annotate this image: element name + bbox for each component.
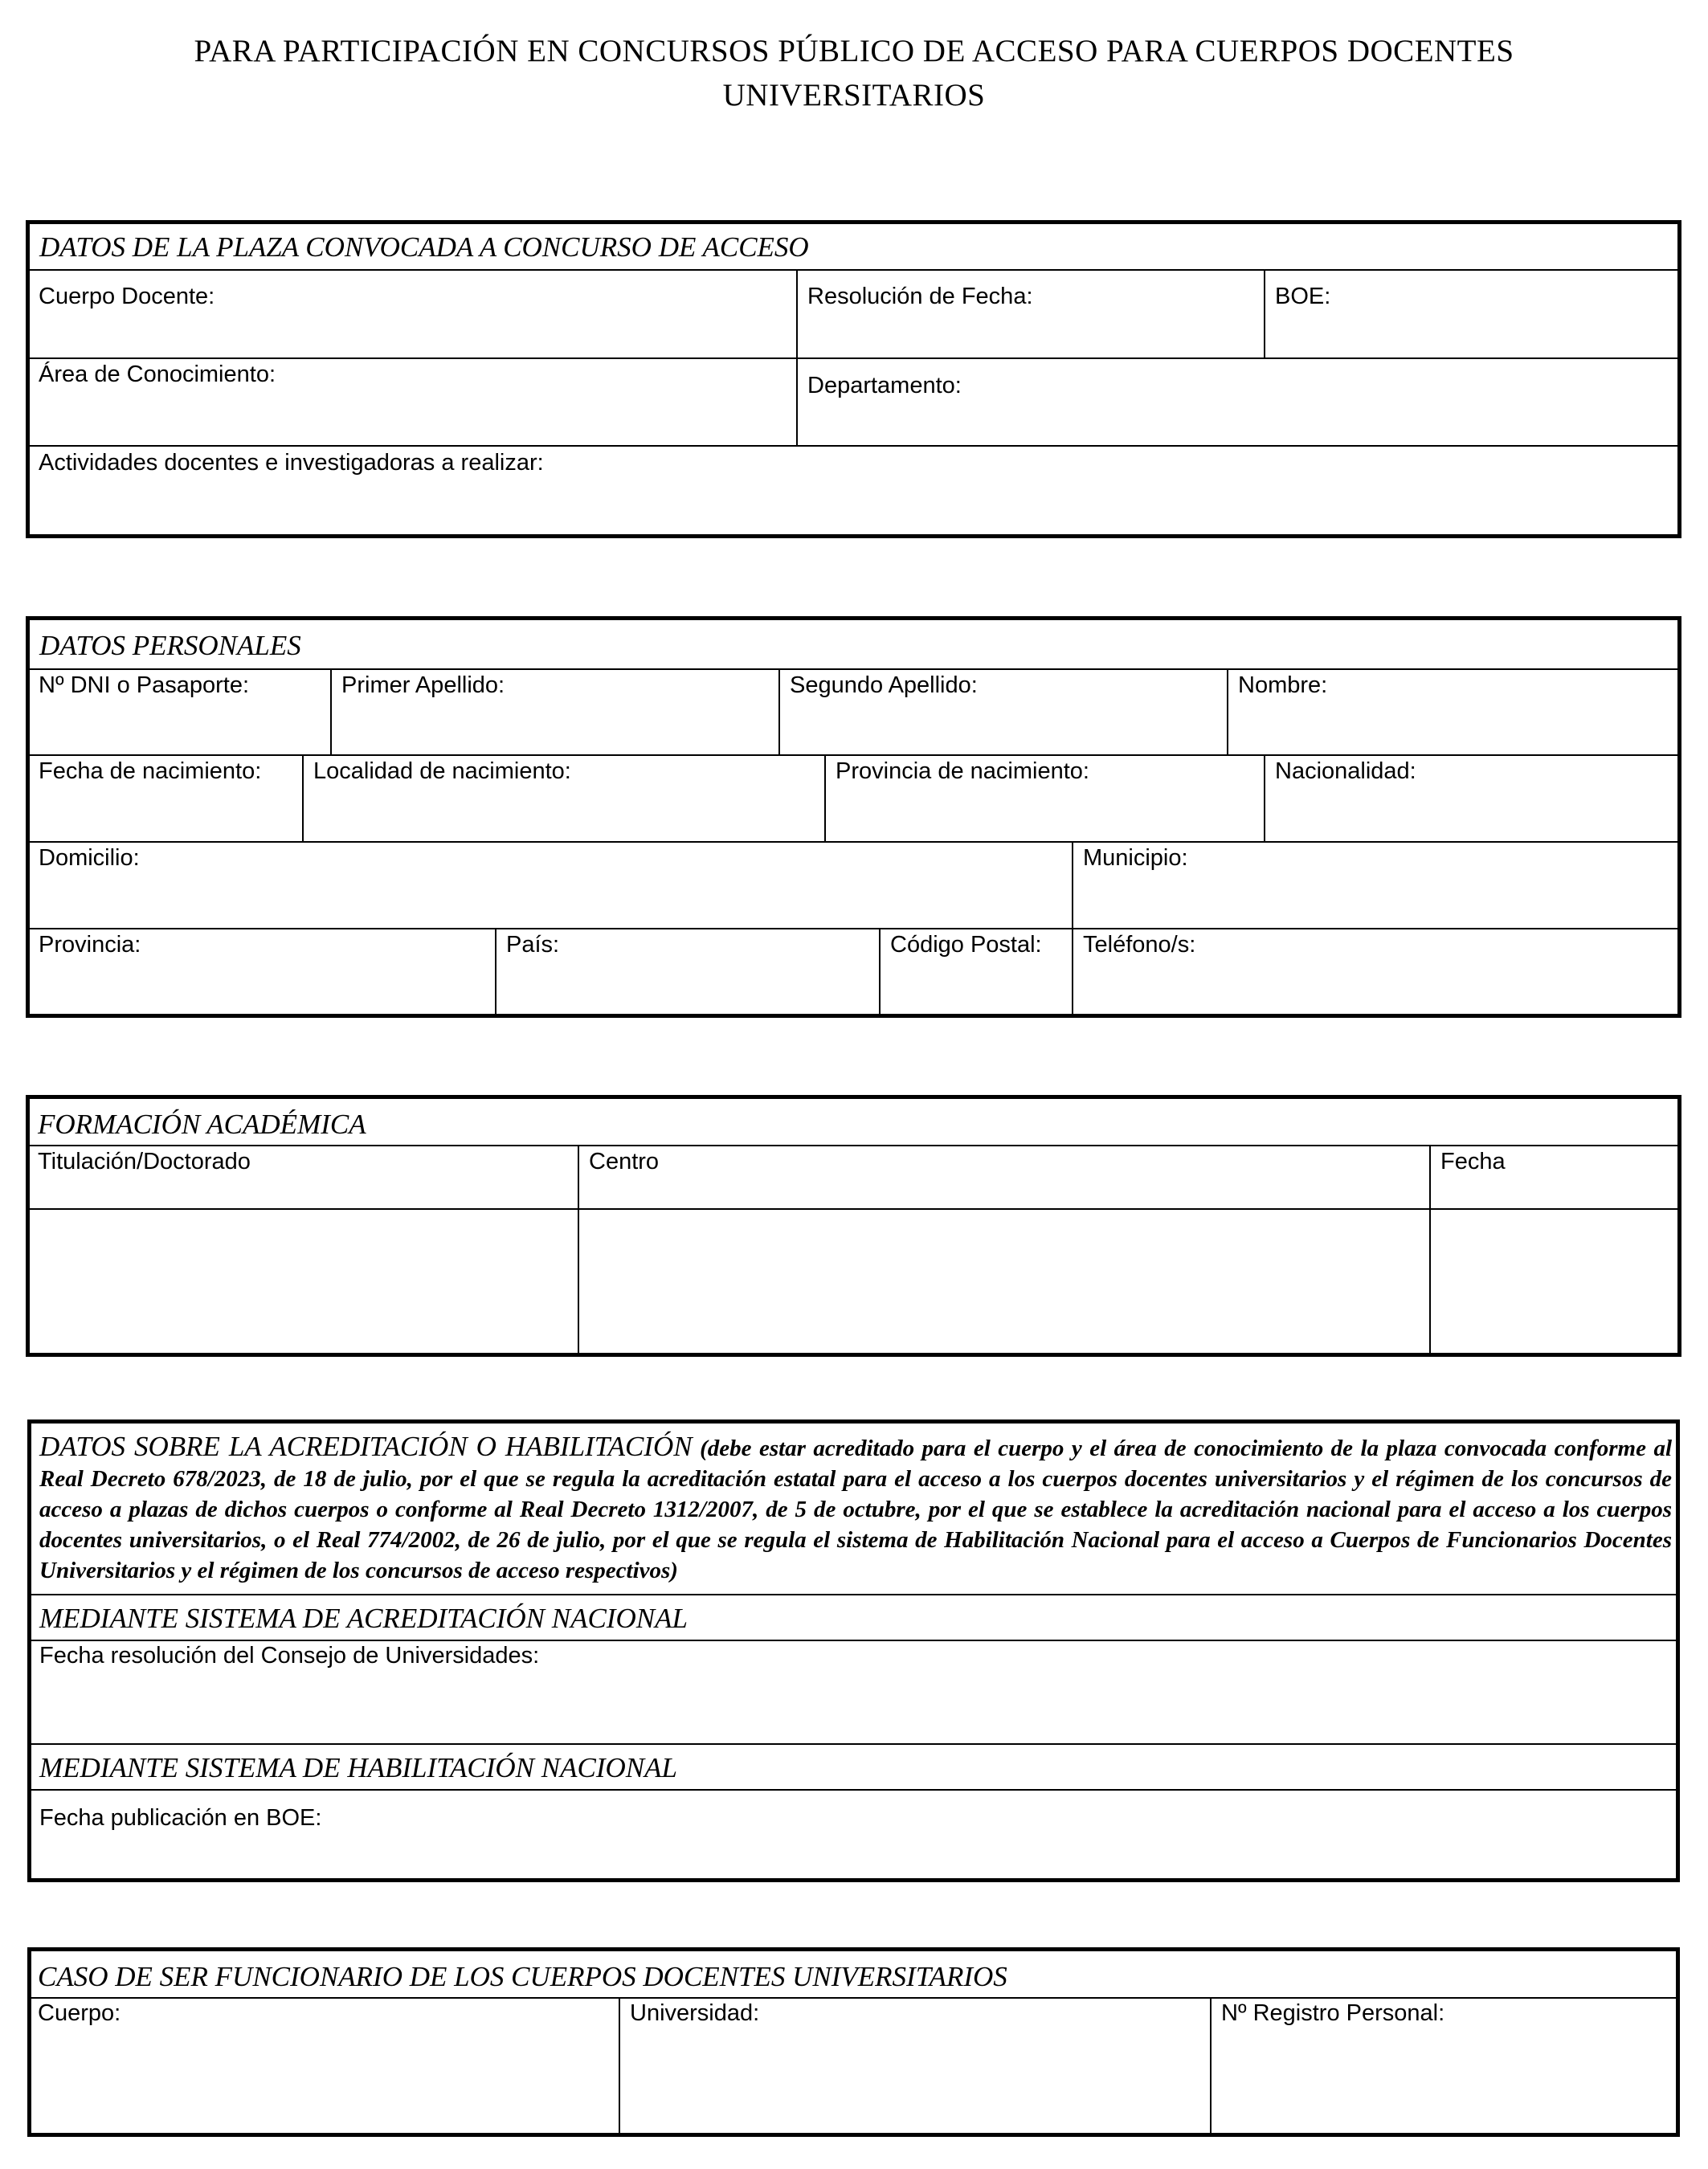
fecha-input[interactable]: [1432, 1211, 1677, 1354]
registro-personal-field[interactable]: Nº Registro Personal:: [1221, 2000, 1445, 2026]
titulacion-input[interactable]: [30, 1211, 576, 1354]
acreditacion-note-text: (debe estar acreditado para el cuerpo y el área de conocimiento de la plaza convocada conforme al Real Decreto 678/2023, de 18 de julio, por el que se regula la acreditación estatal para el acceso a los cuerpos docentes universitarios y el régimen de los concursos de acceso a plazas de dichos cuerpos o conforme al Real Decreto 1312/2007, de 5 de octubre, por el que se establece la acreditación nacional para el acceso a los cuerpos docentes universitarios, o el Real 774/2002, de 26 de julio, por el que se regula el sistema de Habilitación Nacional para el acceso a Cuerpos de Funcionarios Docentes Universitarios y el régimen de los concursos de acceso respectivos): [39, 1436, 1673, 1583]
domicilio-field[interactable]: Domicilio:: [39, 845, 140, 871]
acreditacion-note: [39, 1432, 1672, 1586]
codigo-postal-field[interactable]: Código Postal:: [890, 932, 1042, 958]
acreditacion-heading: DATOS SOBRE LA ACREDITACIÓN O HABILITACIÓN: [39, 1431, 693, 1462]
fecha-resolucion-field[interactable]: Fecha resolución del Consejo de Universidades:: [39, 1643, 540, 1669]
funcionario-heading: CASO DE SER FUNCIONARIO DE LOS CUERPOS DOCENTES UNIVERSITARIOS: [38, 1961, 1007, 1992]
cuerpo-field[interactable]: Cuerpo:: [38, 2000, 121, 2026]
centro-input[interactable]: [580, 1211, 1428, 1354]
provincia-nacimiento-field[interactable]: Provincia de nacimiento:: [836, 758, 1089, 784]
actividades-field[interactable]: Actividades docentes e investigadoras a realizar:: [39, 450, 544, 476]
dni-field[interactable]: Nº DNI o Pasaporte:: [39, 672, 250, 698]
titulacion-header: Titulación/Doctorado: [38, 1149, 251, 1174]
plaza-heading: DATOS DE LA PLAZA CONVOCADA A CONCURSO DE ACCESO: [39, 231, 809, 263]
fecha-boe-field[interactable]: Fecha publicación en BOE:: [39, 1805, 322, 1831]
localidad-nacimiento-field[interactable]: Localidad de nacimiento:: [313, 758, 571, 784]
page-title: [0, 29, 1708, 117]
provincia-field[interactable]: Provincia:: [39, 932, 141, 958]
personales-heading: DATOS PERSONALES: [39, 630, 301, 661]
nombre-field[interactable]: Nombre:: [1238, 672, 1328, 698]
area-conocimiento-field[interactable]: Área de Conocimiento:: [39, 362, 276, 387]
fecha-header: Fecha: [1440, 1149, 1506, 1174]
page-title-line1: PARA PARTICIPACIÓN EN CONCURSOS PÚBLICO DE ACCESO PARA CUERPOS DOCENTES: [194, 34, 1514, 68]
acreditacion-nacional-heading: MEDIANTE SISTEMA DE ACREDITACIÓN NACIONAL: [39, 1603, 688, 1634]
departamento-field[interactable]: Departamento:: [807, 373, 962, 398]
resolucion-fecha-field[interactable]: Resolución de Fecha:: [807, 284, 1033, 309]
telefono-field[interactable]: Teléfono/s:: [1083, 932, 1196, 958]
page-title-line2: UNIVERSITARIOS: [722, 78, 986, 112]
cuerpo-docente-field[interactable]: Cuerpo Docente:: [39, 284, 215, 309]
centro-header: Centro: [589, 1149, 660, 1174]
primer-apellido-field[interactable]: Primer Apellido:: [341, 672, 505, 698]
fecha-nacimiento-field[interactable]: Fecha de nacimiento:: [39, 758, 262, 784]
formacion-heading: FORMACIÓN ACADÉMICA: [38, 1109, 366, 1140]
pais-field[interactable]: País:: [506, 932, 560, 958]
boe-field[interactable]: BOE:: [1275, 284, 1331, 309]
nacionalidad-field[interactable]: Nacionalidad:: [1275, 758, 1416, 784]
universidad-field[interactable]: Universidad:: [630, 2000, 760, 2026]
segundo-apellido-field[interactable]: Segundo Apellido:: [790, 672, 978, 698]
municipio-field[interactable]: Municipio:: [1083, 845, 1188, 871]
habilitacion-nacional-heading: MEDIANTE SISTEMA DE HABILITACIÓN NACIONAL: [39, 1752, 677, 1783]
